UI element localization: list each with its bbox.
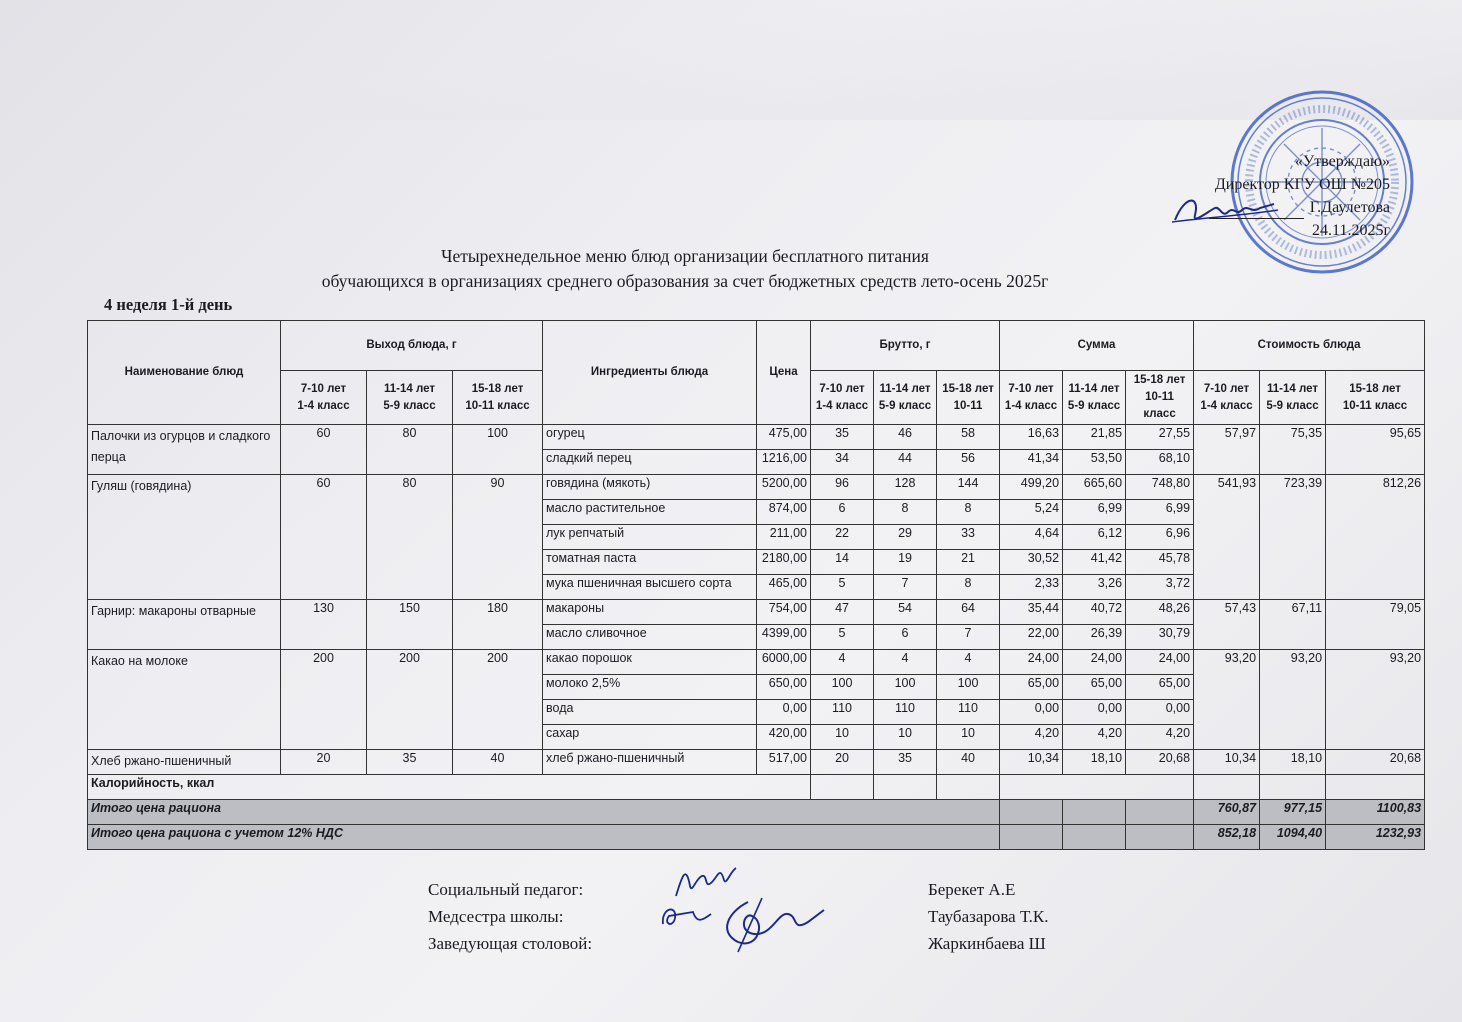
ingredient-brutto-cell: 6 [811, 500, 874, 525]
ingredient-sum-cell: 30,79 [1126, 625, 1194, 650]
ingredient-price-cell: 1216,00 [757, 450, 811, 475]
ingredient-price-cell: 0,00 [757, 700, 811, 725]
ingredient-brutto-cell: 34 [811, 450, 874, 475]
ingredient-price-cell: 6000,00 [757, 650, 811, 675]
ingredient-name-cell: сладкий перец [543, 450, 757, 475]
subheader-age-7-10: 7-10 лет 1-4 класс [281, 371, 367, 425]
dish-cost-cell: 18,10 [1260, 750, 1326, 775]
dish-output-cell: 150 [367, 600, 453, 650]
dish-cost-cell: 57,43 [1194, 600, 1260, 650]
menu-table [87, 320, 1425, 850]
total-value-7-10: 760,87 [1194, 800, 1260, 825]
title-line-2: обучающихся в организациях среднего образования за счет бюджетных средств лето-осень 2025г [321, 271, 1049, 291]
ingredient-brutto-cell: 8 [937, 500, 1000, 525]
ingredient-sum-cell: 748,80 [1126, 475, 1194, 500]
title-line-1: Четырехнедельное меню блюд организации бесплатного питания [441, 246, 929, 266]
ingredient-brutto-cell: 7 [874, 575, 937, 600]
ingredient-brutto-cell: 8 [874, 500, 937, 525]
dish-output-cell: 200 [281, 650, 367, 750]
table-row [88, 750, 1425, 775]
dish-cost-cell: 812,26 [1326, 475, 1425, 600]
header-dish-name: Наименование блюд [88, 321, 281, 425]
total-row [88, 800, 1425, 825]
dish-cost-cell: 723,39 [1260, 475, 1326, 600]
header-cost: Стоимость блюда [1194, 321, 1425, 371]
ingredient-name-cell: масло сливочное [543, 625, 757, 650]
menu-table-body [88, 425, 1425, 775]
signature-name: Жаркинбаева Ш [928, 934, 1046, 953]
ingredient-sum-cell: 40,72 [1063, 600, 1126, 625]
ingredient-brutto-cell: 40 [937, 750, 1000, 775]
ingredient-brutto-cell: 110 [811, 700, 874, 725]
dish-output-cell: 35 [367, 750, 453, 775]
ingredient-brutto-cell: 47 [811, 600, 874, 625]
ingredient-name-cell: молоко 2,5% [543, 675, 757, 700]
ingredient-brutto-cell: 20 [811, 750, 874, 775]
calories-cell [1000, 775, 1194, 800]
ingredient-sum-cell: 6,99 [1126, 500, 1194, 525]
subheader-cost-11-14: 11-14 лет 5-9 класс [1260, 371, 1326, 425]
ingredient-price-cell: 211,00 [757, 525, 811, 550]
ingredient-brutto-cell: 5 [811, 625, 874, 650]
ingredient-name-cell: томатная паста [543, 550, 757, 575]
total-empty-cell [1000, 800, 1063, 825]
ingredient-brutto-cell: 22 [811, 525, 874, 550]
calories-cell [1326, 775, 1425, 800]
ingredient-sum-cell: 65,00 [1126, 675, 1194, 700]
ingredient-sum-cell: 4,20 [1063, 725, 1126, 750]
ingredient-price-cell: 517,00 [757, 750, 811, 775]
ingredient-brutto-cell: 46 [874, 425, 937, 450]
dish-output-cell: 200 [367, 650, 453, 750]
ingredient-sum-cell: 24,00 [1000, 650, 1063, 675]
ingredient-brutto-cell: 64 [937, 600, 1000, 625]
calories-cell [874, 775, 937, 800]
ingredient-sum-cell: 3,72 [1126, 575, 1194, 600]
subheader-cost-7-10: 7-10 лет 1-4 класс [1194, 371, 1260, 425]
subheader-cost-15-18: 15-18 лет 10-11 класс [1326, 371, 1425, 425]
signature-role: Заведующая столовой: [428, 934, 593, 953]
ingredient-brutto-cell: 4 [874, 650, 937, 675]
total-value-11-14: 977,15 [1260, 800, 1326, 825]
subheader-age-15-18: 15-18 лет 10-11 класс [453, 371, 543, 425]
dish-cost-cell: 57,97 [1194, 425, 1260, 475]
header-output: Выход блюда, г [281, 321, 543, 371]
total-vat-value-7-10: 852,18 [1194, 825, 1260, 850]
subheader-brutto-15-18: 15-18 лет 10-11 [937, 371, 1000, 425]
dish-output-cell: 80 [367, 475, 453, 600]
ingredient-name-cell: сахар [543, 725, 757, 750]
ingredient-sum-cell: 24,00 [1126, 650, 1194, 675]
ingredient-sum-cell: 65,00 [1063, 675, 1126, 700]
dish-output-cell: 60 [281, 475, 367, 600]
total-empty-cell [1126, 825, 1194, 850]
ingredient-brutto-cell: 100 [874, 675, 937, 700]
ingredient-price-cell: 465,00 [757, 575, 811, 600]
signature-role: Медсестра школы: [428, 907, 564, 926]
total-empty-cell [1126, 800, 1194, 825]
dish-output-cell: 130 [281, 600, 367, 650]
ingredient-sum-cell: 26,39 [1063, 625, 1126, 650]
ingredient-brutto-cell: 29 [874, 525, 937, 550]
ingredient-brutto-cell: 10 [937, 725, 1000, 750]
dish-output-cell: 180 [453, 600, 543, 650]
dish-output-cell: 40 [453, 750, 543, 775]
dish-cost-cell: 93,20 [1260, 650, 1326, 750]
ingredient-brutto-cell: 6 [874, 625, 937, 650]
ingredient-price-cell: 2180,00 [757, 550, 811, 575]
ingredient-brutto-cell: 110 [937, 700, 1000, 725]
signatures-block [428, 876, 1128, 957]
total-empty-cell [1063, 825, 1126, 850]
ingredient-brutto-cell: 128 [874, 475, 937, 500]
dish-output-cell: 60 [281, 425, 367, 475]
dish-cost-cell: 93,20 [1326, 650, 1425, 750]
ingredient-sum-cell: 53,50 [1063, 450, 1126, 475]
ingredient-price-cell: 754,00 [757, 600, 811, 625]
total-vat-value-15-18: 1232,93 [1326, 825, 1425, 850]
ingredient-name-cell: вода [543, 700, 757, 725]
ingredient-brutto-cell: 35 [811, 425, 874, 450]
ingredient-sum-cell: 3,26 [1063, 575, 1126, 600]
table-row [88, 425, 1425, 450]
ingredient-name-cell: огурец [543, 425, 757, 450]
ingredient-brutto-cell: 21 [937, 550, 1000, 575]
total-vat-label: Итого цена рациона с учетом 12% НДС [88, 825, 1000, 850]
ingredient-brutto-cell: 110 [874, 700, 937, 725]
ingredient-name-cell: хлеб ржано-пшеничный [543, 750, 757, 775]
dish-cost-cell: 95,65 [1326, 425, 1425, 475]
ingredient-price-cell: 4399,00 [757, 625, 811, 650]
dish-cost-cell: 541,93 [1194, 475, 1260, 600]
subheader-sum-11-14: 11-14 лет 5-9 класс [1063, 371, 1126, 425]
dish-name-cell: Какао на молоке [88, 650, 281, 750]
calories-cell [937, 775, 1000, 800]
ingredient-name-cell: масло растительное [543, 500, 757, 525]
ingredient-sum-cell: 10,34 [1000, 750, 1063, 775]
dish-output-cell: 80 [367, 425, 453, 475]
ingredient-sum-cell: 5,24 [1000, 500, 1063, 525]
ingredient-sum-cell: 499,20 [1000, 475, 1063, 500]
dish-cost-cell: 10,34 [1194, 750, 1260, 775]
ingredient-brutto-cell: 58 [937, 425, 1000, 450]
ingredient-brutto-cell: 100 [811, 675, 874, 700]
subheader-brutto-7-10: 7-10 лет 1-4 класс [811, 371, 874, 425]
total-empty-cell [1063, 800, 1126, 825]
ingredient-sum-cell: 4,64 [1000, 525, 1063, 550]
ingredient-sum-cell: 27,55 [1126, 425, 1194, 450]
table-row [88, 475, 1425, 500]
ingredient-brutto-cell: 14 [811, 550, 874, 575]
ingredient-sum-cell: 22,00 [1000, 625, 1063, 650]
ingredient-name-cell: говядина (мякоть) [543, 475, 757, 500]
ingredient-brutto-cell: 4 [937, 650, 1000, 675]
dish-name-cell: Хлеб ржано-пшеничный [88, 750, 281, 775]
ingredient-price-cell: 475,00 [757, 425, 811, 450]
calories-label: Калорийность, ккал [88, 775, 811, 800]
dish-name-cell: Гуляш (говядина) [88, 475, 281, 600]
ingredient-price-cell: 650,00 [757, 675, 811, 700]
table-row [88, 600, 1425, 625]
ingredient-name-cell: макароны [543, 600, 757, 625]
signature-name: Таубазарова Т.К. [928, 907, 1049, 926]
ingredient-sum-cell: 48,26 [1126, 600, 1194, 625]
ingredient-sum-cell: 35,44 [1000, 600, 1063, 625]
canteen-head-signature-icon [708, 892, 828, 962]
ingredient-sum-cell: 0,00 [1063, 700, 1126, 725]
ingredient-brutto-cell: 44 [874, 450, 937, 475]
ingredient-brutto-cell: 10 [874, 725, 937, 750]
ingredient-sum-cell: 665,60 [1063, 475, 1126, 500]
header-ingredients: Ингредиенты блюда [543, 321, 757, 425]
approval-block [1130, 150, 1390, 242]
ingredient-sum-cell: 16,63 [1000, 425, 1063, 450]
dish-output-cell: 100 [453, 425, 543, 475]
approval-director: Директор КГУ ОШ №205 [1214, 176, 1390, 193]
ingredient-brutto-cell: 33 [937, 525, 1000, 550]
ingredient-brutto-cell: 8 [937, 575, 1000, 600]
subheader-sum-7-10: 7-10 лет 1-4 класс [1000, 371, 1063, 425]
document-title [160, 244, 1210, 294]
ingredient-sum-cell: 65,00 [1000, 675, 1063, 700]
ingredient-brutto-cell: 10 [811, 725, 874, 750]
total-value-15-18: 1100,83 [1326, 800, 1425, 825]
ingredient-brutto-cell: 35 [874, 750, 937, 775]
ingredient-sum-cell: 4,20 [1000, 725, 1063, 750]
calories-row [88, 775, 1425, 800]
header-sum: Сумма [1000, 321, 1194, 371]
ingredient-brutto-cell: 96 [811, 475, 874, 500]
header-brutto: Брутто, г [811, 321, 1000, 371]
ingredient-sum-cell: 41,42 [1063, 550, 1126, 575]
subheader-sum-15-18: 15-18 лет 10-11 класс [1126, 371, 1194, 425]
ingredient-sum-cell: 41,34 [1000, 450, 1063, 475]
total-vat-row [88, 825, 1425, 850]
dish-cost-cell: 79,05 [1326, 600, 1425, 650]
approval-signatory [1130, 196, 1390, 219]
ingredient-sum-cell: 18,10 [1063, 750, 1126, 775]
calories-cell [1194, 775, 1260, 800]
dish-cost-cell: 75,35 [1260, 425, 1326, 475]
subheader-age-11-14: 11-14 лет 5-9 класс [367, 371, 453, 425]
ingredient-brutto-cell: 100 [937, 675, 1000, 700]
approval-director-name: Г.Даулетова [1309, 199, 1390, 216]
approval-heading: «Утверждаю» [1294, 153, 1390, 170]
dish-name-cell: Гарнир: макароны отварные [88, 600, 281, 650]
dish-cost-cell: 20,68 [1326, 750, 1425, 775]
ingredient-name-cell: лук репчатый [543, 525, 757, 550]
dish-name-cell: Палочки из огурцов и сладкого перца [88, 425, 281, 475]
ingredient-brutto-cell: 5 [811, 575, 874, 600]
ingredient-sum-cell: 45,78 [1126, 550, 1194, 575]
ingredient-brutto-cell: 54 [874, 600, 937, 625]
signature-name: Берекет А.Е [928, 880, 1016, 899]
ingredient-brutto-cell: 144 [937, 475, 1000, 500]
ingredient-sum-cell: 30,52 [1000, 550, 1063, 575]
ingredient-sum-cell: 0,00 [1126, 700, 1194, 725]
signature-role: Социальный педагог: [428, 880, 584, 899]
ingredient-sum-cell: 4,20 [1126, 725, 1194, 750]
ingredient-price-cell: 874,00 [757, 500, 811, 525]
ingredient-sum-cell: 21,85 [1063, 425, 1126, 450]
ingredient-sum-cell: 6,12 [1063, 525, 1126, 550]
calories-cell [811, 775, 874, 800]
dish-output-cell: 200 [453, 650, 543, 750]
signature-line [1209, 218, 1304, 219]
dish-output-cell: 20 [281, 750, 367, 775]
subheader-brutto-11-14: 11-14 лет 5-9 класс [874, 371, 937, 425]
ingredient-sum-cell: 6,99 [1063, 500, 1126, 525]
total-empty-cell [1000, 825, 1063, 850]
ingredient-sum-cell: 0,00 [1000, 700, 1063, 725]
dish-output-cell: 90 [453, 475, 543, 600]
total-vat-value-11-14: 1094,40 [1260, 825, 1326, 850]
header-price: Цена [757, 321, 811, 425]
dish-cost-cell: 67,11 [1260, 600, 1326, 650]
ingredient-brutto-cell: 56 [937, 450, 1000, 475]
ingredient-name-cell: какао порошок [543, 650, 757, 675]
ingredient-brutto-cell: 7 [937, 625, 1000, 650]
table-row [88, 650, 1425, 675]
approval-date: 24.11.2025г [1312, 222, 1390, 239]
ingredient-sum-cell: 2,33 [1000, 575, 1063, 600]
ingredient-sum-cell: 6,96 [1126, 525, 1194, 550]
calories-cell [1260, 775, 1326, 800]
week-label: 4 неделя 1-й день [104, 295, 233, 314]
ingredient-price-cell: 5200,00 [757, 475, 811, 500]
ingredient-price-cell: 420,00 [757, 725, 811, 750]
total-label: Итого цена рациона [88, 800, 1000, 825]
dish-cost-cell: 93,20 [1194, 650, 1260, 750]
ingredient-sum-cell: 20,68 [1126, 750, 1194, 775]
ingredient-brutto-cell: 19 [874, 550, 937, 575]
ingredient-brutto-cell: 4 [811, 650, 874, 675]
ingredient-sum-cell: 24,00 [1063, 650, 1126, 675]
ingredient-sum-cell: 68,10 [1126, 450, 1194, 475]
ingredient-name-cell: мука пшеничная высшего сорта [543, 575, 757, 600]
